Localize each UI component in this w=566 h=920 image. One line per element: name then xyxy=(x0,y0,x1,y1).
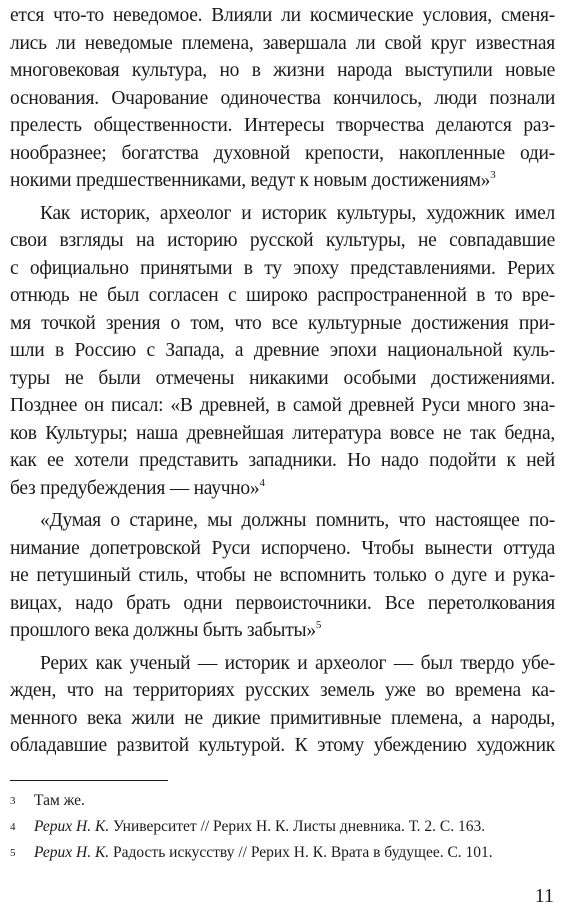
footnote-author: Рерих Н. К. xyxy=(34,844,110,861)
text-line-content: нокими предшественниками, ведут к новым достижениям» xyxy=(10,170,491,191)
text-line: ется что-то неведомое. Влияли ли космические условия, сменя- xyxy=(10,5,555,26)
text-line: прелесть общественности. Интересы творчества делаются раз- xyxy=(10,115,555,136)
text-line: как ее хотели представить западники. Но надо подойти к ней xyxy=(10,450,555,471)
footnote-divider xyxy=(10,780,168,781)
text-line-content: прошлого века должны быть забыты» xyxy=(10,620,316,641)
text-line: нообразнее; богатства духовной крепости, накопленные оди- xyxy=(10,142,555,164)
text-line: Как историк, археолог и историк культуры, художник имел xyxy=(40,202,555,224)
text-line: ков Культуры; наша древнейшая литература вовсе не так бедна, xyxy=(10,422,555,444)
text-line xyxy=(10,475,555,503)
footnote-body xyxy=(34,814,485,840)
text-line: Рерих как ученый — историк и археолог — был твердо убе- xyxy=(40,652,555,674)
footnote-body xyxy=(34,840,493,866)
text-line: с официально принятыми в ту эпоху представлениями. Рерих xyxy=(10,257,555,279)
text-line: жден, что на территориях русских земель уже во времена ка- xyxy=(10,680,555,701)
text-line: свои взгляды на историю русской культуры, не совпадавшие xyxy=(10,230,555,251)
footnote-ref[interactable]: 4 xyxy=(259,476,265,489)
text-line: «Думая о старине, мы должны помнить, что настоящее по- xyxy=(40,510,555,531)
text-line: вицах, надо брать одни первоисточники. Все перетолкования xyxy=(10,592,555,614)
text-line: шли в Россию с Запада, а древние эпохи национальной куль- xyxy=(10,340,555,361)
text-line: лись ли неведомые племена, завершала ли свой круг известная xyxy=(10,32,555,54)
footnote-ref[interactable]: 5 xyxy=(315,619,322,631)
text-line: Позднее он писал: «В древней, в самой древней Руси много зна- xyxy=(10,395,555,416)
main-text xyxy=(10,2,555,760)
text-line: туры не были отмечены никакими особыми достижениями. xyxy=(10,367,555,389)
text-line: обладавшие развитой культурой. К этому убеждению художник xyxy=(10,735,555,756)
footnote xyxy=(10,788,555,814)
footnote xyxy=(10,840,555,866)
text-line: основания. Очарование одиночества кончилось, люди познали xyxy=(10,87,555,109)
footnote-author: Рерих Н. К. xyxy=(34,818,110,835)
text-line: нимание допетровской Руси испорчено. Чтобы вынести оттуда xyxy=(10,537,555,559)
footnote xyxy=(10,814,555,840)
footnote-number: 5 xyxy=(10,847,16,859)
footnotes xyxy=(10,788,555,866)
footnote-text: Университет // Рерих Н. К. Листы дневника. Т. 2. С. 163. xyxy=(109,818,486,835)
footnote-text: Радость искусству // Рерих Н. К. Врата в будущее. С. 101. xyxy=(109,844,493,861)
text-line: многовековая культура, но в жизни народа выступили новые xyxy=(10,60,555,81)
text-line xyxy=(10,167,555,195)
text-line: отнюдь не был согласен с широко распространенной в то вре- xyxy=(10,285,555,306)
text-line-content: без предубеждения — научно» xyxy=(10,477,260,499)
text-line: менного века жили не дикие примитивные племена, а народы, xyxy=(10,707,555,729)
footnote-number: 3 xyxy=(10,795,16,807)
text-line xyxy=(10,617,555,645)
footnote-number: 4 xyxy=(10,821,16,833)
text-line: не петушиный стиль, чтобы не вспомнить только о дуге и рука- xyxy=(10,565,555,586)
footnote-ref[interactable]: 3 xyxy=(490,169,496,181)
text-line: мя точкой зрения о том, что все культурные достижения при- xyxy=(10,312,555,334)
page-number: 11 xyxy=(534,885,554,907)
footnote-text: Там же. xyxy=(34,792,85,809)
